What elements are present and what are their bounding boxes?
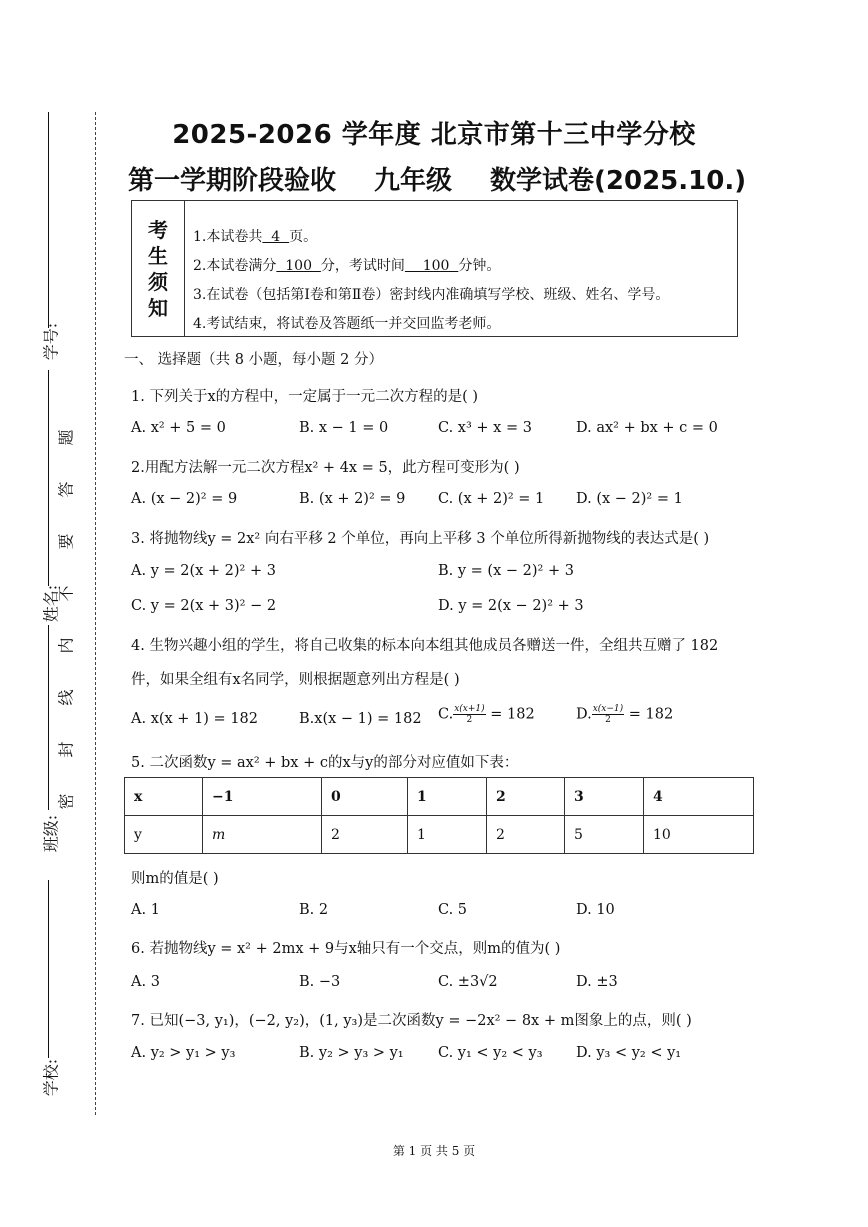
q7-option-a[interactable]: A. y₂ > y₁ > y₃ [131, 1045, 236, 1061]
table-cell: 5 [565, 816, 644, 854]
notice-item-submit: 4.考试结束，将试卷及答题纸一并交回监考老师。 [193, 316, 501, 332]
notice-heading-char: 须 [148, 269, 168, 294]
subject-label: 数学试卷(2025.10.) [490, 166, 747, 196]
q5-option-b[interactable]: B. 2 [299, 902, 329, 918]
question-6-stem: 6. 若抛物线y = x² + 2mx + 9与x轴只有一个交点，则m的值为( ) [131, 941, 561, 957]
q4-option-b[interactable]: B.x(x − 1) = 182 [299, 711, 422, 727]
notice-item-score: 2.本试卷满分 100 分，考试时间 100 分钟。 [193, 258, 501, 274]
q2-option-d[interactable]: D. (x − 2)² = 1 [576, 491, 683, 507]
q4-option-d[interactable]: D. $\frac{x(x-1)}{2}$ = 182 [576, 704, 674, 725]
question-1-stem: 1. 下列关于x的方程中，一定属于一元二次方程的是( ) [131, 389, 479, 405]
table-cell: m [203, 816, 322, 854]
question-5-after: 则m的值是( ) [131, 871, 219, 887]
q4-option-c[interactable]: C. $\frac{x(x+1)}{2}$ = 182 [438, 704, 535, 725]
q1-option-d[interactable]: D. ax² + bx + c = 0 [576, 420, 718, 436]
exam-subtitle [128, 160, 746, 197]
table-cell: x [125, 778, 203, 816]
table-row [125, 816, 754, 854]
table-cell: 1 [408, 816, 487, 854]
question-5-stem: 5. 二次函数y = ax² + bx + c的x与y的部分对应值如下表： [131, 755, 519, 771]
q4-option-a[interactable]: A. x(x + 1) = 182 [131, 711, 258, 727]
question-3-stem: 3. 将抛物线y = 2x² 向右平移 2 个单位，再向上平移 3 个单位所得新抛物线的表达式是( ) [131, 531, 710, 547]
q2-option-b[interactable]: B. (x + 2)² = 9 [299, 491, 406, 507]
q6-option-d[interactable]: D. ±3 [576, 974, 618, 990]
notice-item-pages: 1.本试卷共 4 页。 [193, 229, 318, 245]
section-heading: 一、 选择题（共 8 小题，每小题 2 分） [124, 352, 383, 368]
notice-items [193, 223, 669, 339]
question-2-stem: 2.用配方法解一元二次方程x² + 4x = 5，此方程可变形为( ) [131, 460, 520, 476]
q3-option-d[interactable]: D. y = 2(x − 2)² + 3 [438, 598, 584, 614]
q5-option-a[interactable]: A. 1 [131, 902, 160, 918]
question-7-stem: 7. 已知(−3, y₁)，(−2, y₂)，(1, y₃)是二次函数y = −2x² − 8x + m图象上的点，则( ) [131, 1013, 692, 1029]
seal-char: 要 [56, 533, 76, 550]
seal-char: 密 [56, 793, 76, 810]
table-cell: 2 [487, 778, 565, 816]
term-label: 第一学期阶段验收 [128, 166, 337, 196]
q1-option-a[interactable]: A. x² + 5 = 0 [131, 420, 226, 436]
question-4-stem-line2: 件，如果全组有x名同学，则根据题意列出方程是( ) [131, 672, 460, 688]
name-line[interactable] [48, 370, 49, 586]
q7-option-d[interactable]: D. y₃ < y₂ < y₁ [576, 1045, 682, 1061]
q6-option-b[interactable]: B. −3 [299, 974, 341, 990]
seal-char: 内 [56, 637, 76, 654]
seal-char: 不 [56, 585, 76, 602]
q6-option-a[interactable]: A. 3 [131, 974, 160, 990]
seal-char: 答 [56, 481, 76, 498]
q7-option-b[interactable]: B. y₂ > y₃ > y₁ [299, 1045, 404, 1061]
q1-option-b[interactable]: B. x − 1 = 0 [299, 420, 389, 436]
q3-option-a[interactable]: A. y = 2(x + 2)² + 3 [131, 563, 276, 579]
table-cell: 3 [565, 778, 644, 816]
school-line[interactable] [48, 880, 49, 1058]
notice-item-fill-info: 3.在试卷（包括第Ⅰ卷和第Ⅱ卷）密封线内准确填写学校、班级、姓名、学号。 [193, 287, 670, 303]
notice-heading-char: 考 [148, 217, 168, 242]
q5-option-c[interactable]: C. 5 [438, 902, 468, 918]
exam-title: 2025-2026 学年度 北京市第十三中学分校 [172, 120, 696, 150]
q5-option-d[interactable]: D. 10 [576, 902, 615, 918]
table-cell: y [125, 816, 203, 854]
value-table [124, 777, 754, 854]
q7-option-c[interactable]: C. y₁ < y₂ < y₃ [438, 1045, 543, 1061]
seal-char: 题 [56, 429, 76, 446]
q6-option-c[interactable]: C. ±3√2 [438, 974, 498, 990]
notice-heading [132, 201, 185, 336]
notice-heading-char: 生 [148, 243, 168, 268]
table-cell: 0 [322, 778, 408, 816]
q2-option-c[interactable]: C. (x + 2)² = 1 [438, 491, 545, 507]
table-cell: 1 [408, 778, 487, 816]
question-4-stem-line1: 4. 生物兴趣小组的学生，将自己收集的标本向本组其他成员各赠送一件，全组共互赠了 182 [131, 638, 719, 654]
q1-option-c[interactable]: C. x³ + x = 3 [438, 420, 532, 436]
q3-option-b[interactable]: B. y = (x − 2)² + 3 [438, 563, 574, 579]
class-line[interactable] [48, 625, 49, 810]
q2-option-a[interactable]: A. (x − 2)² = 9 [131, 491, 238, 507]
table-cell: 4 [644, 778, 754, 816]
table-cell: 10 [644, 816, 754, 854]
school-label: 学校: [41, 1058, 61, 1097]
table-cell: 2 [487, 816, 565, 854]
table-cell: −1 [203, 778, 322, 816]
name-label: 姓名: [41, 584, 61, 623]
notice-heading-char: 知 [148, 295, 168, 320]
seal-char: 封 [56, 741, 76, 758]
q3-option-c[interactable]: C. y = 2(x + 3)² − 2 [131, 598, 277, 614]
grade-label: 九年级 [374, 166, 453, 196]
exam-notice-box [131, 200, 738, 337]
seal-dashed-line [95, 112, 96, 1115]
seal-char: 线 [56, 689, 76, 706]
table-row [125, 778, 754, 816]
class-label: 班级: [41, 814, 61, 853]
table-cell: 2 [322, 816, 408, 854]
page-footer: 第 1 页 共 5 页 [392, 1144, 476, 1158]
student-id-label: 学号: [41, 322, 61, 361]
